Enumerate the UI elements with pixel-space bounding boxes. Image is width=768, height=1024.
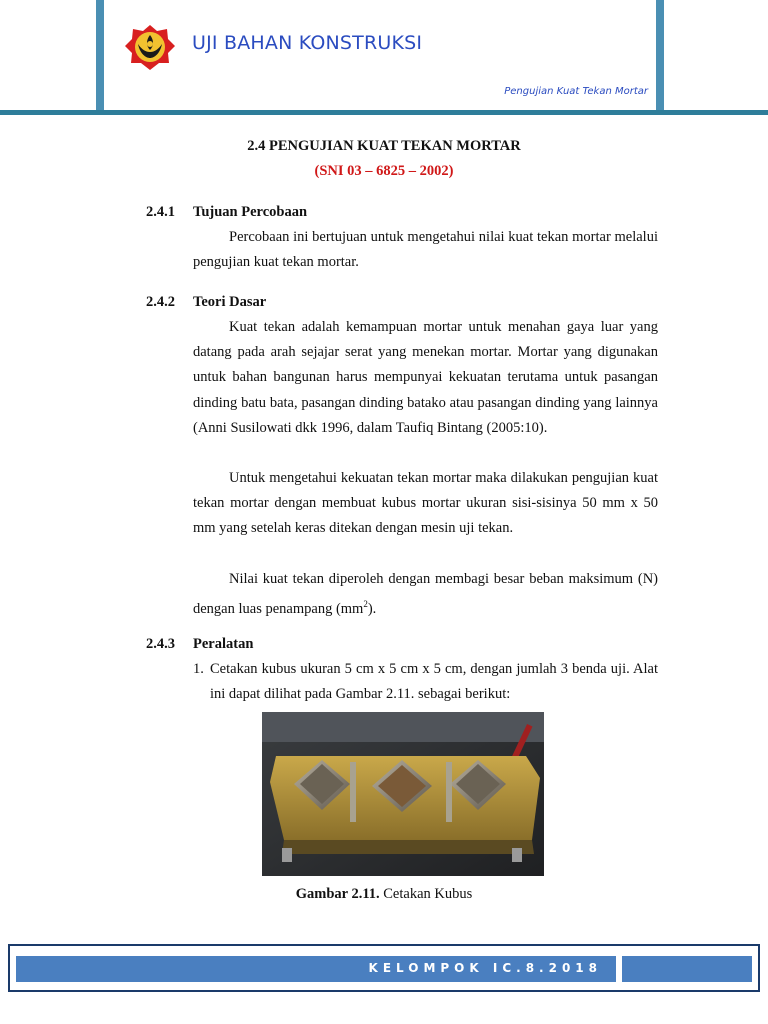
standard-code: (SNI 03 – 6825 – 2002) xyxy=(314,163,454,179)
paragraph-tujuan: Percobaan ini bertujuan untuk mengetahui nilai kuat tekan mortar melalui pengujian kuat tekan mortar. xyxy=(193,229,658,271)
section-title: Peralatan xyxy=(193,636,254,652)
figure-caption xyxy=(0,886,768,903)
header-subtitle: Pengujian Kuat Tekan Mortar xyxy=(504,86,648,97)
section-title: Teori Dasar xyxy=(193,294,267,310)
section-number: 2.4.2 xyxy=(146,294,175,310)
figure-text: Cetakan Kubus xyxy=(379,886,473,902)
paragraph-teori-3 xyxy=(193,567,658,622)
list-text: Cetakan kubus ukuran 5 cm x 5 cm x 5 cm, dengan jumlah 3 benda uji. Alat ini dapat dilihat pada Gambar 2.11. sebagai berikut: xyxy=(210,661,658,702)
paragraph-text-end: ). xyxy=(367,601,377,618)
footer-group-label: KELOMPOK IC.8.2018 xyxy=(368,961,602,975)
header-right-bar xyxy=(656,0,664,112)
list-number: 1. xyxy=(193,661,204,677)
header-divider xyxy=(0,110,768,115)
superscript: 2 xyxy=(363,599,368,610)
paragraph-teori-1: Kuat tekan adalah kemampuan mortar untuk menahan gaya luar yang datang pada arah sejajar serat yang menekan mortar. Mortar yang digunakan untuk bahan bangunan harus mempunyai kekuatan terutama untuk pasangan dinding batu bata, pasangan dinding batako atau pasangan dinding yang lainnya (Anni Susilowati dkk 1996, dalam Taufiq Bintang (2005:10). xyxy=(193,319,658,436)
section-number: 2.4.3 xyxy=(146,636,175,652)
paragraph-teori-2: Untuk mengetahui kekuatan tekan mortar maka dilakukan pengujian kuat tekan mortar dengan membuat kubus mortar ukuran sisi-sisinya 50 mm x 50 mm yang setelah keras ditekan dengan mesin uji tekan. xyxy=(193,470,658,537)
paragraph-text: Nilai kuat tekan diperoleh dengan membagi besar beban maksimum (N) dengan luas penampang (mm xyxy=(193,571,658,618)
section-number: 2.4.1 xyxy=(146,204,175,220)
figure-label: Gambar 2.11. xyxy=(295,886,380,902)
section-heading-peralatan xyxy=(146,636,253,653)
section-title: Tujuan Percobaan xyxy=(193,204,308,220)
header-title: UJI BAHAN KONSTRUKSI xyxy=(192,32,423,54)
page-heading: 2.4 PENGUJIAN KUAT TEKAN MORTAR xyxy=(247,138,521,154)
section-heading-tujuan xyxy=(146,204,307,221)
header-left-bar xyxy=(96,0,104,112)
footer-bar-end xyxy=(622,956,752,982)
university-emblem-icon xyxy=(124,22,176,72)
section-heading-teori xyxy=(146,294,266,311)
list-item xyxy=(193,657,658,707)
cube-mold-photo xyxy=(262,712,544,876)
